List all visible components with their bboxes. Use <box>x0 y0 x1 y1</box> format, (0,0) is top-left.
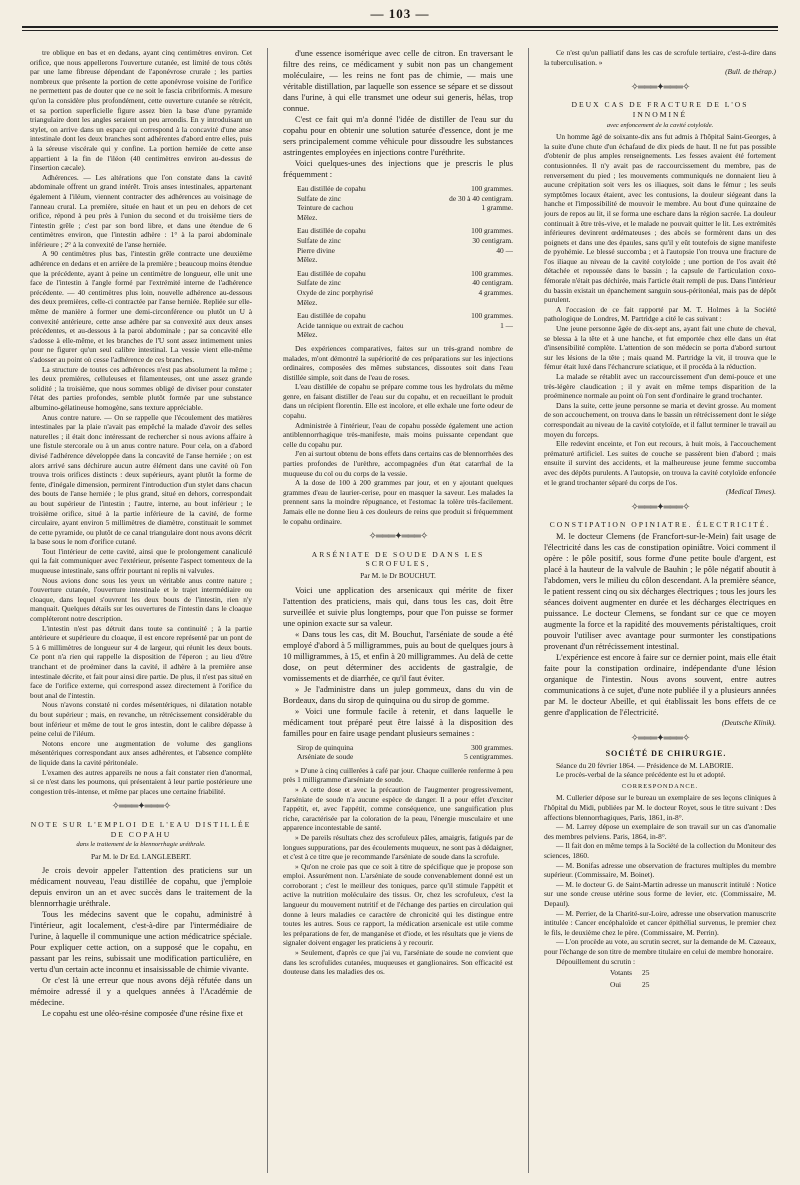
ingredient-quantity: 40 — <box>496 245 513 255</box>
ingredient-name: Teinture de cachou <box>297 203 354 213</box>
vote-count: 25 <box>642 979 650 989</box>
paragraph: Voici quelques-unes des injections que je prescris le plus fréquemment : <box>283 159 513 179</box>
paragraph: tre oblique en bas et en dedans, ayant cinq centimètres environ. Cet orifice, que nous appellerons l'ouverture cutanée, est limité de tous côtés par une lame fibreuse dépendant de l'aponévrose crurale ; les parties nombreux que présente la portion de cette aponévrose voisine de l'orifice ne permettent pas de douter que ce ne soit le fascia cribriformis. A mesure qu'on la considère plus profondément, cette ouverture cutanée se rétrécit, et sa portion superficielle figure assez bien la base d'une pyramide triangulaire dont les angles seraient un peu arrondis. En y introduisant un stylet, on arrive dans un espace qui correspond à la concavité d'une anse intestinale dont les deux branches sont adhérentes d'abord entre elles, puis à la séreuse viscérale qui y confine. La portion herniée de cette anse appartient à la fin de l'iléon (40 centimètres environ au-dessus de l'insertion cæcale). <box>30 48 252 173</box>
paragraph: C'est ce fait qui m'a donné l'idée de distiller de l'eau sur du copahu pour en obtenir une solution saturée d'essence, dont je me sers principalement comme véhicule pour dissoudre les substances astringentes employées en injections contre l'uréthrite. <box>283 115 513 157</box>
ingredient-name: Sirop de quinquina <box>297 742 354 752</box>
arseniate-recipe <box>283 743 513 762</box>
ingredient-name: Eau distillée de copahu <box>297 268 366 278</box>
paragraph: Tout l'intérieur de cette cavité, ainsi que le prolongement canaliculé qui la fait communiquer avec l'extérieur, présente l'aspect tomenteux de la muqueuse intestinale, sans offrir pourtant ni replis ni valvules. <box>30 546 252 576</box>
article-title-constipation: CONSTIPATION OPINIATRE. ÉLECTRICITÉ. <box>549 520 771 530</box>
article-subtitle-fracture: avec enfoncement de la cavité cotyloïde. <box>606 121 714 129</box>
vote-row <box>606 980 653 990</box>
societe-item: — L'on procède au vote, au scrutin secret, sur la demande de M. Cazeaux, pour l'échange de son titre de membre titulaire en celui de membre honoraire. <box>544 937 776 956</box>
paragraph: » D'une à cinq cuillerées à café par jour. Chaque cuillerée renferme à peu près 1 milligramme d'arséniate de soude. <box>283 765 513 785</box>
ornament-divider: ✧═══✦═══✧ <box>630 732 690 744</box>
paragraph: L'expérience est encore à faire sur ce dernier point, mais elle était faite pour la constipation ordinaire, indépendante d'une lésion organique de l'intestin. Nous avons souvent, entre autres communications à ce sujet, d'une note publiée il y a plusieurs années par M. le docteur Abeille, et qui établissait les bons effets de ce genre d'application de l'électricité. <box>544 652 776 717</box>
recipe-row <box>283 213 513 223</box>
proces-verbal: Le procès-verbal de la séance précédente est lu et adopté. <box>556 770 726 780</box>
recipe-row <box>283 236 513 246</box>
ornament-divider: ✧═══✦═══✧ <box>630 501 690 513</box>
fracture-article-body <box>544 132 776 487</box>
paragraph: Une jeune personne âgée de dix-sept ans, ayant fait une chute de cheval, se blessa à la tête et à une hanche, et fut emportée chez elle dans un état d'insensibilité complète. L'attention de son médecin se porta d'abord surtout sur les lésions de la tête ; mais quand M. Partridge la vit, il trouva que le fémur était luxé dans l'échancrure sciatique, et il procéda à la réduction. <box>544 324 776 372</box>
paragraph: Voici une application des arsenicaux qui mérite de fixer l'attention des praticiens, mais qui, dans tous les cas, doit être surveillée et suivie plus longtemps, pour que l'on puisse se former une opinion exacte sur sa valeur. <box>283 585 513 628</box>
article-title-societe: SOCIÉTÉ DE CHIRURGIE. <box>605 749 727 759</box>
recipe-row <box>283 298 513 308</box>
paragraph: Elle redevint enceinte, et l'on eut recours, à huit mois, à l'accouchement prématuré artificiel. Les suites de couche se passèrent bien d'abord ; mais ensuite il survint des accidents, et la malheureuse jeune femme succomba avec des dépôts purulents. A l'autopsie, on trouva la cavité cotyloïde enfoncée et le grand trochanter séparé du corps de l'os. <box>544 439 776 487</box>
column-divider-2 <box>528 48 529 1173</box>
paragraph: A la dose de 100 à 200 grammes par jour, et en y ajoutant quelques grammes d'eau de laurier-cerise, pour en masquer la saveur. Les malades la prennent sans la moindre répugnance, et l'estomac la tolère très-facilement. Jamais elle ne donne lieu à ces douleurs de reins que produit si fréquemment le copahu ordinaire. <box>283 478 513 526</box>
recipe-table <box>283 269 513 307</box>
page-number: — 103 — <box>370 6 430 21</box>
paragraph: A l'occasion de ce fait rapporté par M. T. Holmes à la Société pathologique de Londres, M. Partridge a cité le cas suivant : <box>544 304 776 324</box>
paragraph: » Qu'on ne croie pas que ce soit à titre de spécifique que je propose son emploi. Assurément non. L'arséniate de soude convenablement donné est un corroborant ; c'est le meilleur des toniques, parce qu'il stimule l'appétit et active la nutrition moléculaire des tissus. Or, chez les scrofuleux, c'est la langueur du mouvement nutritif et de l'échange des parties en circulation qui donne à leurs maladies ce caractère de chronicité qui les distingue entre toutes les autres. Sous ce rapport, la médication arsenicale est utile comme les préparations de fer, de manganèse et d'iode, et les résultats que je viens de signaler doivent engager les praticiens à y recourir. <box>283 861 513 948</box>
paragraph: L'intestin n'est pas détruit dans toute sa continuité ; à la partie antérieure et supérieure du cloaque, il est encore représenté par un pont de 5 à 6 millimètres de longueur sur 4 de largeur, qui réunit les deux bouts. Ce pont n'a rien qui rappelle la disposition de l'éperon ; au lieu d'être tranchant et de proéminer dans la cavité, il adhère à la première anse intestinale décrite, et fait pour ainsi dire partie. De plus, il n'est pas situé en face de l'orifice externe, qui correspond assez directement à l'orifice du bout anal de l'intestin. <box>30 623 252 700</box>
column-2 <box>283 48 513 1178</box>
ingredient-name: Eau distillée de copahu <box>297 184 366 193</box>
ingredient-quantity: 5 centigrammes. <box>464 752 513 762</box>
societe-item: M. Cullerier dépose sur le bureau un exemplaire de ses leçons cliniques à l'hôpital du Midi, publiées par M. le docteur Royet, sous le titre suivant : Des affections blennorrhagiques, Paris, 1861, in-8°. <box>544 793 776 822</box>
ingredient-quantity: 1 gramme. <box>481 203 513 213</box>
article-title-copahu: NOTE SUR L'EMPLOI DE L'EAU DISTILLÉE DE COPAHU <box>30 819 252 839</box>
column-3 <box>544 48 776 1178</box>
ingredient-quantity: 30 centigram. <box>472 235 513 245</box>
paragraph: A 90 centimètres plus bas, l'intestin grêle contracte une deuxième adhérence en dedans et en arrière de la première ; beaucoup moins étendue que la précédente, ayant à peine un centimètre de longueur, elle unit une face de l'intestin à l'angle formé par l'extrémité interne de l'adhérence précédente. — 40 centimètres plus loin, nouvelle adhérence au-dessous des deux premières, celle-ci contractée par l'anse herniée. Repliée sur elle-même de manière à former une demi-circonférence ou plutôt un U à convexité antérieure, cette anse adhère par sa convexité aux deux anses précédentes, et au-dessous à la paroi abdominale ; par sa concavité elle s'adosse à elle-même, et les branches de l'U sont assez intimement unies pour ne figurer qu'un seul calibre intestinal. La vessie vient elle-même s'adosser au point où cesse l'adhérence de ces branches. <box>30 249 252 364</box>
paragraph: Des expériences comparatives, faites sur un très-grand nombre de malades, m'ont démontré la supériorité de ces préparations sur les injections ordinaires, composées des mêmes substances, dissoutes soit dans l'eau distillée simple, soit dans de l'eau de roses. <box>283 343 513 382</box>
source-deutsche-klinik: (Deutsche Klinik). <box>721 717 776 727</box>
ingredient-quantity <box>435 298 513 308</box>
copahu-article-end <box>283 344 513 526</box>
article-author-arseniate: Par M. le Dr BOUCHUT. <box>360 570 436 580</box>
recipe-row <box>283 752 513 762</box>
societe-item: — M. le docteur G. de Saint-Martin adresse un manuscrit intitulé : Notice sur une sonde creuse utérine sous forme de levier, etc. (Commissaire, M. Depaul). <box>544 879 776 908</box>
vote-count: 25 <box>642 968 650 978</box>
paragraph: Adhérences. — Les altérations que l'on constate dans la cavité abdominale offrent un grand intérêt. Trois anses intestinales, appartenant également à l'iléum, viennent contracter des adhérences au voisinage de l'anneau crural. La première, située en haut et un peu en dehors de cet orifice, répond à peu près à l'union du second et du troisième tiers de l'intestin grêle ; c'est par son bord libre, et dans une étendue de 6 centimètres environ, que l'intestin adhère : 1° à la paroi abdominale inférieure ; 2° à la convexité de l'anse herniée. <box>30 172 252 249</box>
paragraph: » De pareils résultats chez des scrofuleux pâles, amaigris, fatigués par de longues suppurations, par des écoulements muqueux, ne sont pas à dédaigner, et c'est à ce titre que je recommande l'arséniate de soude dans la scrofule. <box>283 832 513 862</box>
paragraph: » A cette dose et avec la précaution de l'augmenter progressivement, l'arséniate de soude n'a aucune espèce de danger. Il a pour effet d'exciter l'appétit, et, avec l'appétit, comme conséquence, une sanguification plus riche, caractérisée par la coloration de la peau, l'énergie musculaire et une apparence incontestable de santé. <box>283 784 513 833</box>
vote-label: Votants <box>610 968 633 978</box>
paragraph: » Je l'administre dans un julep gommeux, dans du vin de Bordeaux, dans du sirop de quinquina ou du sirop de gomme. <box>283 684 513 705</box>
recipe-row <box>283 311 513 321</box>
ornament-divider: ✧═══✦═══✧ <box>111 801 171 813</box>
ingredient-quantity: 40 centigram. <box>472 278 513 288</box>
ingredient-quantity <box>450 330 513 340</box>
ingredient-quantity: de 30 à 40 centigram. <box>449 193 513 203</box>
arseniate-article-body <box>283 585 513 739</box>
constipation-article-body <box>544 531 776 718</box>
paragraph: Nous avions donc sous les yeux un véritable anus contre nature ; l'ouverture cutanée, l'ouverture intestinale et le trajet intermédiaire ou cloaque, dans lequel s'ouvrent les deux bouts de l'intestin, rien n'y manquait. Quelques détails sur les ouvertures de l'intestin dans le cloaque compléteront notre description. <box>30 575 252 624</box>
paragraph: d'une essence isomérique avec celle de citron. En traversant le filtre des reins, ce médicament y subit non pas un changement moléculaire, — les reins ne font pas de chimie, — mais une véritable distillation, par laquelle son essence se sépare et se dissout dans l'urine, à qui elle transmet une odeur sui generis, hélas, trop connue. <box>283 49 513 113</box>
societe-item: Dépouillement du scrutin : <box>556 956 636 966</box>
paragraph: La structure de toutes ces adhérences n'est pas absolument la même ; les deux premières, celluleuses et filamenteuses, ont une assez grande solidité ; la troisième, que nous sommes obligé de diviser pour constater l'état des parties profondes, semble plutôt formée par une substance albumino-gélatineuse homogène, sans texture appréciable. <box>30 364 252 412</box>
hernia-article-body <box>30 48 252 796</box>
vote-table <box>604 966 655 991</box>
arseniate-article-end: Ce n'est qu'un palliatif dans les cas de scrofule tertiaire, c'est-à-dire dans la tuberculisation. » <box>544 48 776 67</box>
recipe-row <box>283 226 513 236</box>
paragraph: Un homme âgé de soixante-dix ans fut admis à l'hôpital Saint-Georges, à la suite d'une chute d'un échafaud de dix pieds de haut. Il ne fut pas possible d'obtenir de plus amples renseignements. Les fesses avaient été fortement contusionnées. Il n'y avait pas de raccourcissement du membre, pas de renversement du pied ; les mouvements communiqués ne donnaient lieu à aucune crépitation soit vers les os iliaques, soit dans le fémur ; les seuls symptômes locaux étaient, avec les contusions, la douleur siégeant dans la hanche et l'impossibilité de mouvoir le membre. Au bout d'une quinzaine de jours de repos au lit, il se forma une eschare dans la région sacrée. La douleur continuait à être très-vive, et le malade ne pouvait quitter le lit. Les extrémités inférieures devinrent œdémateuses ; des abcès se formèrent dans un des poignets et dans une des épaules, sans qu'il y eût toutefois de signe manifeste de pyohémie. Le blessé succomba ; et à l'autopsie l'on trouva une fracture de l'os iliaque au niveau de la cavité cotyloïde ; une portion de l'os avait été détachée et repoussée dans le bassin ; la capsule de l'articulation coxo-fémorale n'était pas déchirée, mais l'article était rempli de pus. Dans l'intérieur du bassin existait un épanchement sanguin sous-péritonéal, mais pas de dépôt purulent. <box>544 132 776 305</box>
societe-item: — M. Perrier, de la Charité-sur-Loire, adresse une observation manuscrite intitulée : Cancer encéphaloïde et cancer épithélial survenus, le premier chez le fils, le deuxième chez le père. (Commissaire, M. Perrin). <box>544 908 776 937</box>
ingredient-quantity: 4 grammes. <box>478 287 513 297</box>
paragraph: Le copahu est une oléo-résine composée d'une résine fixe et <box>42 1009 243 1019</box>
ingredient-name: Oxyde de zinc porphyrisé <box>297 287 374 297</box>
ingredient-quantity <box>409 213 513 223</box>
recipe-row <box>283 288 513 298</box>
ingredient-quantity: 1 — <box>500 320 513 330</box>
top-rule-thin <box>22 30 778 31</box>
societe-item: — M. Bonifas adresse une observation de fractures multiples du membre supérieur. (Commissaire, M. Boinet). <box>544 860 776 880</box>
copahu-article-body <box>30 865 252 1019</box>
recipe-table <box>283 184 513 222</box>
recipe-table <box>283 743 513 762</box>
ingredient-name: Mêlez. <box>297 255 318 265</box>
ingredient-quantity: 100 grammes. <box>471 311 513 321</box>
paragraph: Tous les médecins savent que le copahu, administré à l'intérieur, agit localement, c'est-à-dire par l'intermédiaire de l'urine, à laquelle il communique une action médicatrice spéciale. Pour expliquer cette action, on a supposé que le copahu, en passant par les reins, subissait une modification particulière, en vertu d'un certain acte inconnu et insaisissable de chimie vivante. <box>30 910 252 975</box>
societe-item: — Il fait don en même temps à la Société de la collection du Moniteur des sciences, 1860. <box>544 841 776 861</box>
paragraph: Nous n'avons constaté ni cordes mésentériques, ni dilatation notable du bout supérieur ; mais, en revanche, un rétrécissement considérable du bout inférieur et même de tout le gros intestin, dont le calibre dépasse à peine celui de l'iléum. <box>30 700 252 739</box>
article-title-arseniate: ARSÉNIATE DE SOUDE DANS LES SCROFULES, <box>311 549 485 569</box>
correspondance-heading: CORRESPONDANCE. <box>621 782 699 790</box>
paragraph: Administrée à l'intérieur, l'eau de copahu possède également une action antiblennorrhagique très-manifeste, mais moins puissante cependant que celle du copahu pur. <box>283 420 513 449</box>
copahu-article-continued <box>283 48 513 180</box>
ingredient-name: Mêlez. <box>297 297 318 307</box>
paragraph: L'eau distillée de copahu se prépare comme tous les hydrolats du même genre, en faisant distiller de l'eau sur du copahu, et en recueillant le produit dans un récipient florentin. Elle est incolore, et elle exhale une forte odeur de copahu. <box>283 382 513 421</box>
paragraph: Anus contre nature. — On se rappelle que l'écoulement des matières intestinales par la plaie n'avait pas empêché la malade d'avoir des selles naturelles ; il était donc intéressant de rechercher si nous avions affaire à une fistule stercorale ou à un anus contre nature. Pour cela, on a d'abord divisé l'adhérence développée dans la concavité de l'anse herniée ; on est alors arrivé sans déchirure aucun autre élément dans une cavité où l'on trouva trois orifices distincts : deux supérieurs, ayant plutôt la forme de fente, d'inégale dimension, permirent l'introduction d'un stylet dans chacun des bouts de l'anse herniée ; le plus grand, situé en dehors, correspondait au bout supérieur de l'intestin ; l'autre, interne, au bout inférieur ; le troisième orifice, situé à la partie inférieure de la cavité, de forme circulaire, ayant environ 5 millimètres de diamètre, constituait le sommet de cette pyramide, ou plutôt de ce canal triangulaire dont nous avons décrit la base sous le nom d'orifice cutané. <box>30 412 252 547</box>
ingredient-name: Sulfate de zinc <box>297 235 341 245</box>
paragraph: Dans la suite, cette jeune personne se maria et devint grosse. Au moment de son accouchement, on trouva dans le bassin un rétrécissement dont le siége correspondait au niveau de la cavité cotyloïde, et il fallut terminer le travail au moyen du forceps. <box>544 400 776 439</box>
top-rule <box>22 26 778 28</box>
paragraph: M. le docteur Clemens (de Francfort-sur-le-Mein) fait usage de l'électricité dans les cas de constipation opiniâtre. Voici comment il opère : le pôle positif, sous forme d'une petite boule d'argent, est placé à la hauteur de la valvule de Bauhin ; le pôle négatif aboutit à l'abdomen, vers le milieu du côlon descendant. A la première séance, le patient ressent cinq ou six décharges électriques ; tous les jours les séances doivent augmenter en durée et les décharges électriques en puissance. Le docteur Clemens, se fondant sur ce que ce moyen augmente la force et la rapidité des mouvements péristaltiques, croit pouvoir l'utiliser avec avantage pour surmonter les constipations provenant d'un rétrécissement intestinal. <box>544 531 776 651</box>
ingredient-name: Mêlez. <box>297 330 318 340</box>
paragraph: L'examen des autres appareils ne nous a fait constater rien d'anormal, si ce n'est dans les poumons, qui présentaient à leur partie postérieure une congestion très-intense, et même par places une certaine friabilité. <box>30 767 252 796</box>
paragraph: Je crois devoir appeler l'attention des praticiens sur un médicament nouveau, l'eau distillée de copahu, que j'emploie depuis environ un an et avec succès dans le traitement de la blennorrhagie uréthrale. <box>30 866 252 909</box>
ornament-divider: ✧═══✦═══✧ <box>630 81 690 93</box>
recipe-row <box>283 330 513 340</box>
recipe-row <box>283 743 513 753</box>
ingredient-quantity: 100 grammes. <box>471 268 513 278</box>
recipe-row <box>283 203 513 213</box>
recipe-row <box>283 246 513 256</box>
ingredient-name: Eau distillée de copahu <box>297 226 366 236</box>
vote-row <box>606 968 653 978</box>
ingredient-quantity: 100 grammes. <box>471 184 513 193</box>
recipe-row <box>283 278 513 288</box>
ingredient-name: Mêlez. <box>297 212 318 222</box>
ingredient-quantity <box>431 255 513 265</box>
ingredient-name: Eau distillée de copahu <box>297 311 366 321</box>
vote-label: Oui <box>610 979 622 989</box>
paragraph: J'en ai surtout obtenu de bons effets dans certains cas de blennorrhées des parties profondes de l'urèthre, accompagnées d'un état catarrhal de la muqueuse du col ou du corps de la vessie. <box>283 449 513 478</box>
column-1 <box>30 48 252 1178</box>
seance-date: Séance du 20 février 1864. — Présidence de M. LABORIE. <box>556 760 734 770</box>
ingredient-quantity: 300 grammes. <box>471 742 513 752</box>
paragraph: » Voici une formule facile à retenir, et dans laquelle le médicament tout préparé peut être laissé à la disposition des familles pour en faire usage pendant plusieurs semaines : <box>283 706 513 738</box>
article-subtitle-copahu: dans le traitement de la blennorrhagie uréthrale. <box>76 841 206 849</box>
societe-item: — M. Larrey dépose un exemplaire de son travail sur un cas d'anomalie des membres pelviens. Paris, 1864, in-8°. <box>544 822 776 841</box>
paragraph: La malade se rétablit avec un raccourcissement d'un demi-pouce et une très-légère claudication ; il y avait en même temps disparition de la proéminence normale au point où l'on sent d'ordinaire le grand trochanter. <box>544 372 776 401</box>
source-bull-therap: (Bull. de thérap.) <box>725 67 776 77</box>
recipe-row <box>283 269 513 279</box>
recipe-row <box>283 321 513 331</box>
ingredient-name: Sulfate de zinc <box>297 278 341 288</box>
paragraph: Notons encore une augmentation de volume des ganglions mésentériques correspondant aux anses adhérentes, et l'absence complète de liquide dans la cavité péritonéale. <box>30 738 252 767</box>
recipe-row <box>283 184 513 194</box>
article-author-copahu: Par M. le Dr Ed. LANGLEBERT. <box>91 851 191 861</box>
source-medical-times: (Medical Times). <box>725 487 776 497</box>
article-title-fracture: DEUX CAS DE FRACTURE DE L'OS INNOMINÉ <box>571 100 749 119</box>
ornament-divider: ✧═══✦═══✧ <box>368 531 428 543</box>
injection-recipes <box>283 184 513 340</box>
recipe-table <box>283 311 513 340</box>
societe-items <box>544 793 776 966</box>
column-divider-1 <box>267 48 268 1173</box>
paragraph: « Dans tous les cas, dit M. Bouchut, l'arséniate de soude a été employé d'abord à 5 milligrammes, puis au bout de quelques jours à 10 milligrammes, à 15, et enfin à 20 milligrammes. Au delà de cette dose, on peut déterminer des accidents de gastralgie, de vomissements et de diarrhée, ce qu'il faut éviter. <box>283 629 513 683</box>
ingredient-name: Sulfate de zinc <box>297 193 341 203</box>
recipe-row <box>283 194 513 204</box>
recipe-row <box>283 255 513 265</box>
arseniate-article-continued <box>283 766 513 977</box>
ingredient-quantity: 100 grammes. <box>471 226 513 236</box>
ingredient-name: Acide tannique ou extrait de cachou <box>297 320 404 330</box>
paragraph: Or c'est là une erreur que nous avons déjà réfutée dans un mémoire adressé il y a quelques années à l'Académie de médecine. <box>30 976 252 1008</box>
recipe-table <box>283 226 513 264</box>
ingredient-name: Arséniate de soude <box>297 752 354 762</box>
paragraph: » Seulement, d'après ce que j'ai vu, l'arséniate de soude ne convient que dans les scrofulides cutanées, muqueuses et ganglionaires. Son efficacité est douteuse dans les maladies des os. <box>283 948 513 977</box>
ingredient-name: Pierre divine <box>297 245 335 255</box>
